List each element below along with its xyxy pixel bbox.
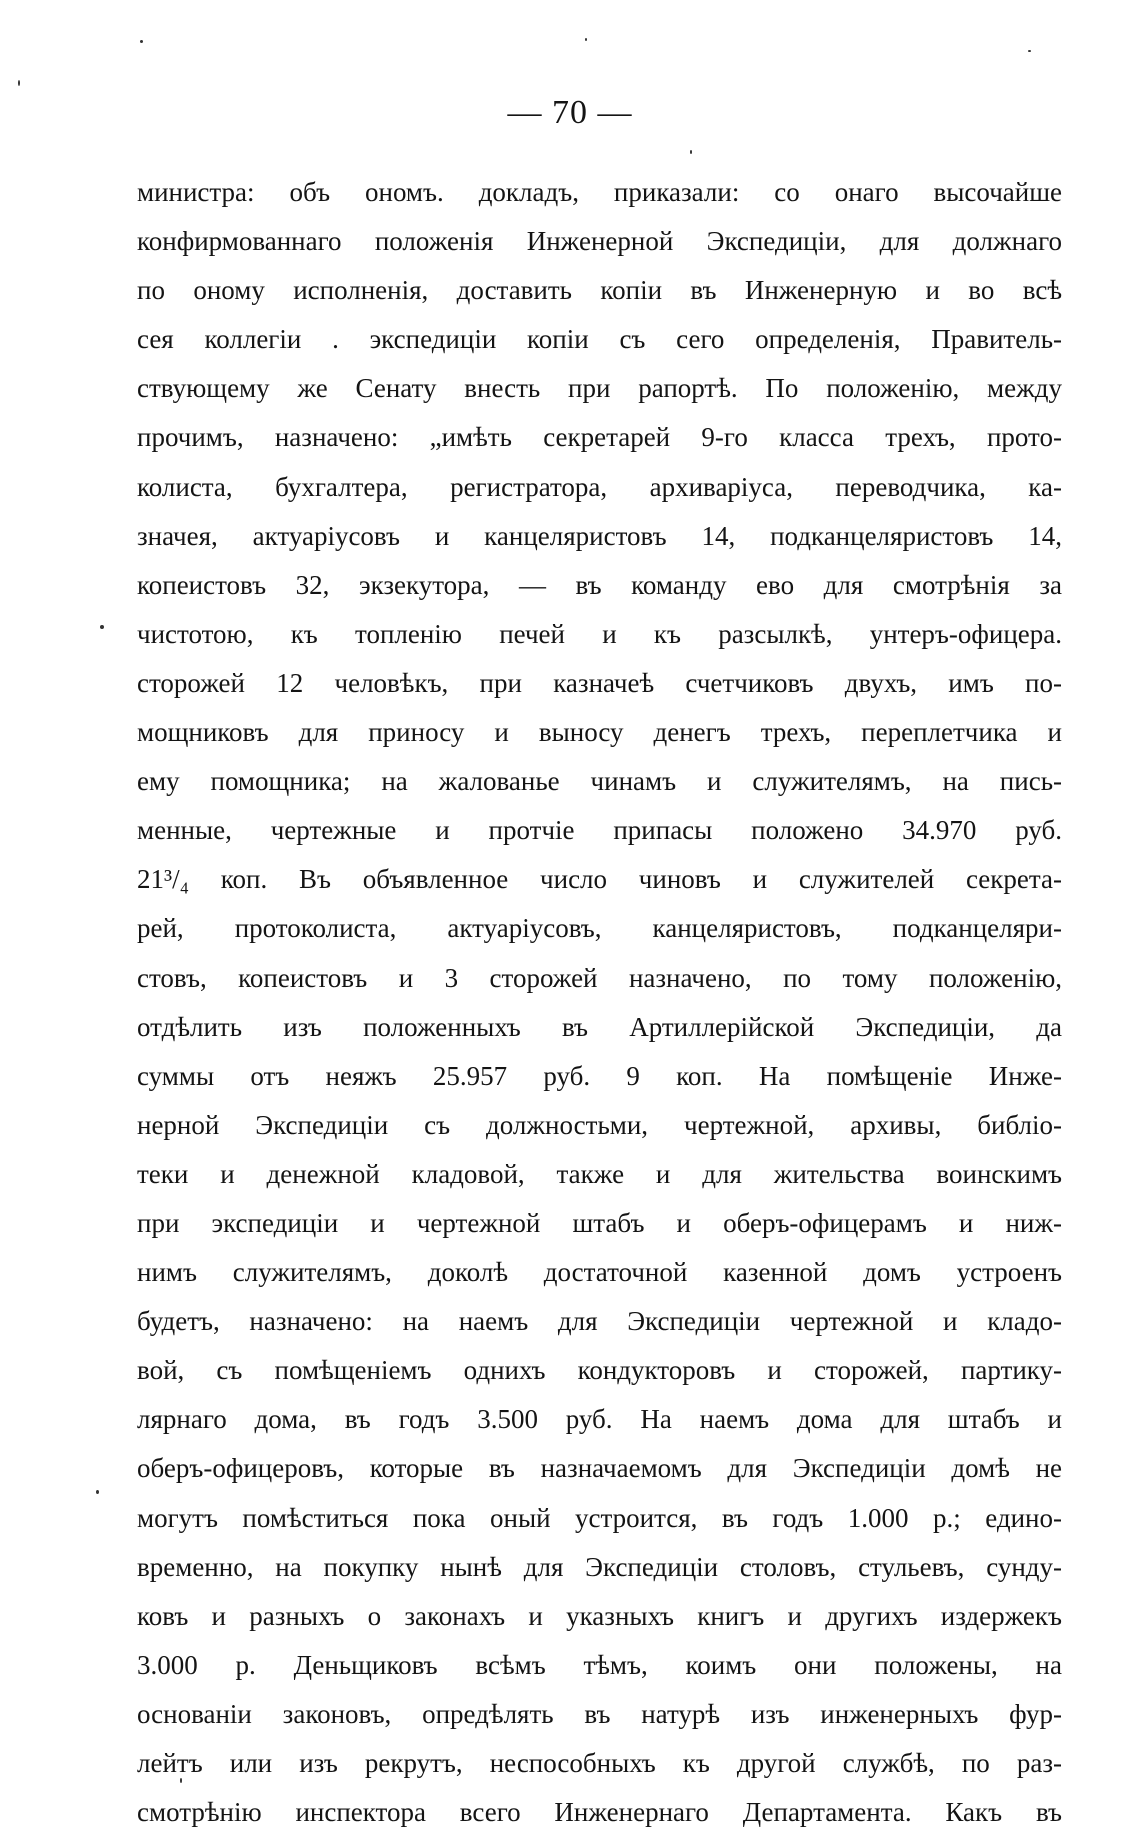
text-line: лярнаго дома, въ годъ 3.500 руб. На наемъ дома для штабъ и [137,1404,1062,1435]
text-line: будетъ, назначено: на наемъ для Экспедиціи чертежной и кладо- [137,1306,1062,1337]
text-line: конфирмованнаго положенія Инженерной Экспедиціи, для должнаго [137,226,1062,257]
text-line: сея коллегіи . экспедиціи копіи съ сего определенія, Правитель- [137,324,1062,355]
text-line: лейтъ или изъ рекрутъ, неспособныхъ къ другой службѣ, по раз- [137,1748,1062,1778]
text-line: прочимъ, назначено: „имѣть секретарей 9-го класса трехъ, прото- [137,422,1062,453]
text-line: ему помощника; на жалованье чинамъ и служителямъ, на пись- [137,766,1062,797]
page-number: — 70 — [507,94,633,131]
text-line: могутъ помѣститься пока оный устроится, въ годъ 1.000 р.; едино- [137,1502,1062,1533]
text-line: нимъ служителямъ, доколѣ достаточной казенной домъ устроенъ [137,1257,1062,1288]
text-line: нерной Экспедиціи съ должностьми, чертежной, архивы, библіо- [137,1109,1062,1140]
text-line: колиста, бухгалтера, регистратора, архиваріуса, переводчика, ка- [137,471,1062,502]
text-line: теки и денежной кладовой, также и для жительства воинскимъ [137,1158,1062,1189]
text-line: оберъ-офицеровъ, которые въ назначаемомъ для Экспедиціи домѣ не [137,1453,1062,1484]
scan-speck [180,1778,182,1783]
text-line: 3.000 р. Деньщиковъ всѣмъ тѣмъ, коимъ они положены, на [137,1649,1062,1680]
text-line: временно, на покупку нынѣ для Экспедиціи столовъ, стульевъ, сунду- [137,1551,1062,1582]
scan-speck [140,40,143,43]
body-text [137,168,1062,1837]
text-line: 21³/₄ коп. Въ объявленное число чиновъ и служителей секрета- [137,864,1062,895]
text-line: при экспедиціи и чертежной штабъ и оберъ-офицерамъ и ниж- [137,1207,1062,1238]
text-line: сторожей 12 человѣкъ, при казначеѣ счетчиковъ двухъ, имъ по- [137,667,1062,698]
text-line: суммы отъ неяжъ 25.957 руб. 9 коп. На помѣщеніе Инже- [137,1060,1062,1091]
text-line: ствующему же Сенату внесть при рапортѣ. По положенію, между [137,373,1062,404]
text-line: мощниковъ для приносу и выносу денегъ трехъ, переплетчика и [137,717,1062,748]
scan-speck [690,150,692,154]
text-line: менные, чертежные и протчіе припасы положено 34.970 руб. [137,815,1062,846]
text-line: чистотою, къ топленію печей и къ разсылкѣ, унтеръ-офицера. [137,618,1062,649]
text-line: вой, съ помѣщеніемъ однихъ кондукторовъ и сторожей, партику- [137,1355,1062,1386]
text-line: по оному исполненія, доставить копіи въ Инженерную и во всѣ [137,275,1062,306]
scan-speck [96,1490,99,1494]
text-line: министра: объ ономъ. докладъ, приказали: со онаго высочайше [137,177,1062,207]
text-line: стовъ, копеистовъ и 3 сторожей назначено, по тому положенію, [137,962,1062,993]
text-line: рей, протоколиста, актуаріусовъ, канцеляристовъ, подканцеляри- [137,913,1062,944]
scan-speck [18,80,20,86]
scan-speck [1028,50,1031,52]
text-line: значея, актуаріусовъ и канцеляристовъ 14, подканцеляристовъ 14, [137,520,1062,551]
text-line: копеистовъ 32, экзекутора, — въ команду ево для смотрѣнія за [137,569,1062,600]
text-line: отдѣлить изъ положенныхъ въ Артиллерійской Экспедиціи, да [137,1011,1062,1042]
scan-speck [585,38,587,41]
scan-speck [100,625,104,629]
text-line: основаніи законовъ, опредѣлять въ натурѣ изъ инженерныхъ фур- [137,1698,1062,1729]
text-line: смотрѣнію инспектора всего Инженернаго Департамента. Какъ въ [137,1797,1062,1828]
text-line: ковъ и разныхъ о законахъ и указныхъ книгъ и другихъ издержекъ [137,1600,1062,1631]
